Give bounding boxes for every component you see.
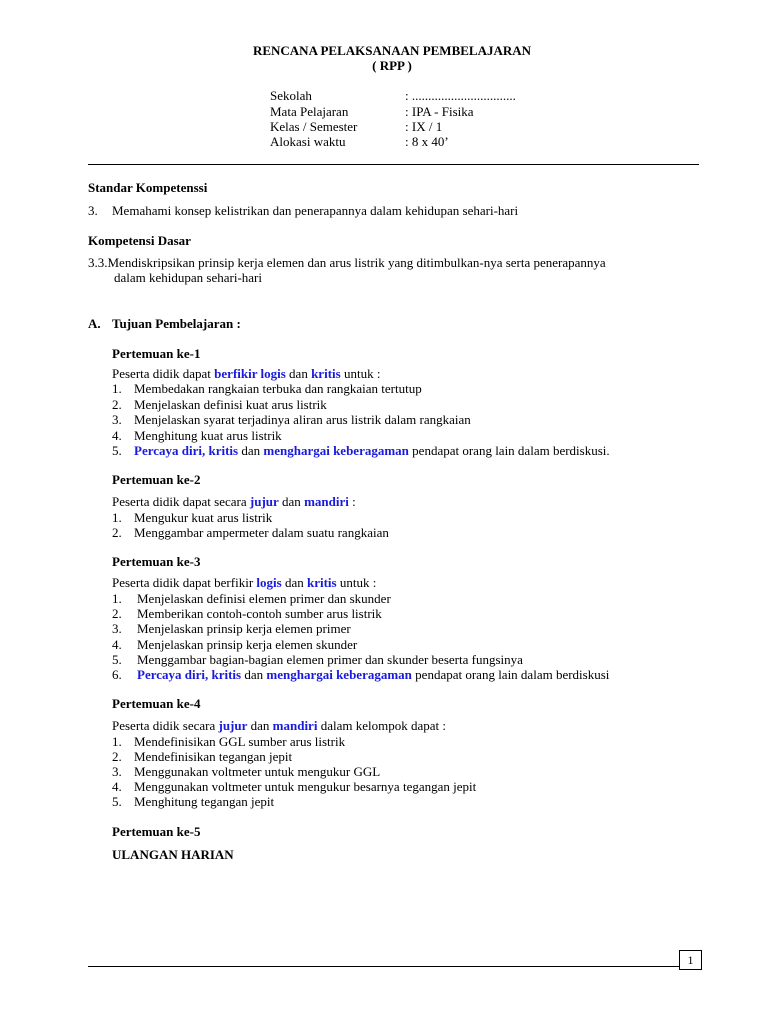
identity-label: Mata Pelajaran — [270, 104, 349, 119]
list-item: 1. Mengukur kuat arus listrik — [112, 510, 273, 525]
identity-value: : IPA - Fisika — [405, 104, 474, 119]
list-item: 3. Menjelaskan syarat terjadinya aliran arus listrik dalam rangkaian — [112, 412, 471, 427]
footer-divider — [88, 966, 679, 967]
standar-heading: Standar Kompetenssi — [88, 180, 208, 195]
list-item: 1. Membedakan rangkaian terbuka dan rangkaian tertutup — [112, 381, 422, 396]
header-divider — [88, 164, 699, 165]
document-title: RENCANA PELAKSANAAN PEMBELAJARAN — [252, 43, 532, 58]
meeting-heading: Pertemuan ke-3 — [112, 554, 201, 569]
list-item: 1. Menjelaskan definisi elemen primer dan skunder — [112, 591, 391, 606]
identity-value: : 8 x 40’ — [405, 134, 449, 149]
meeting-intro: Peserta didik dapat berfikir logis dan kritis untuk : — [112, 366, 381, 381]
identity-label: Sekolah — [270, 88, 312, 103]
tujuan-heading: Tujuan Pembelajaran : — [112, 316, 241, 331]
list-item: 5. Menggambar bagian-bagian elemen primer dan skunder beserta fungsinya — [112, 652, 523, 667]
meeting-heading: Pertemuan ke-4 — [112, 696, 201, 711]
meeting-heading: Pertemuan ke-2 — [112, 472, 201, 487]
list-item: 3. Menjelaskan prinsip kerja elemen primer — [112, 621, 351, 636]
meeting-intro: Peserta didik dapat secara jujur dan mandiri : — [112, 494, 356, 509]
document-subtitle: ( RPP ) — [372, 58, 412, 73]
list-item: 6. Percaya diri, kritis dan menghargai keberagaman pendapat orang lain dalam berdiskusi — [112, 667, 610, 682]
identity-value: : IX / 1 — [405, 119, 443, 134]
meeting-intro: Peserta didik dapat berfikir logis dan kritis untuk : — [112, 575, 377, 590]
meeting-intro: Peserta didik secara jujur dan mandiri dalam kelompok dapat : — [112, 718, 446, 733]
list-item: 4. Menggunakan voltmeter untuk mengukur besarnya tegangan jepit — [112, 779, 477, 794]
standar-text: Memahami konsep kelistrikan dan penerapannya dalam kehidupan sehari-hari — [112, 203, 519, 218]
standar-number: 3. — [88, 203, 98, 218]
kompetensi-text-line1: 3.3.Mendiskripsikan prinsip kerja elemen dan arus listrik yang ditimbulkan-nya serta penerapannya — [88, 255, 606, 270]
meeting-heading: Pertemuan ke-5 — [112, 824, 201, 839]
list-item: 4. Menjelaskan prinsip kerja elemen skunder — [112, 637, 358, 652]
list-item: 2. Menggambar ampermeter dalam suatu rangkaian — [112, 525, 389, 540]
page-number: 1 — [679, 950, 702, 970]
list-item: 2. Menjelaskan definisi kuat arus listrik — [112, 397, 327, 412]
section-letter: A. — [88, 316, 101, 331]
meeting-heading: Pertemuan ke-1 — [112, 346, 201, 361]
kompetensi-text-line2: dalam kehidupan sehari-hari — [114, 270, 262, 285]
identity-label: Kelas / Semester — [270, 119, 358, 134]
identity-label: Alokasi waktu — [270, 134, 346, 149]
list-item: 5. Menghitung tegangan jepit — [112, 794, 275, 809]
list-item: 3. Menggunakan voltmeter untuk mengukur GGL — [112, 764, 381, 779]
kompetensi-heading: Kompetensi Dasar — [88, 233, 191, 248]
identity-value: : ................................ — [405, 88, 516, 103]
list-item: 2. Mendefinisikan tegangan jepit — [112, 749, 293, 764]
list-item: 5. Percaya diri, kritis dan menghargai keberagaman pendapat orang lain dalam berdiskusi. — [112, 443, 610, 458]
list-item: 1. Mendefinisikan GGL sumber arus listrik — [112, 734, 346, 749]
list-item: 2. Memberikan contoh-contoh sumber arus listrik — [112, 606, 382, 621]
ulangan-harian: ULANGAN HARIAN — [112, 847, 234, 862]
list-item: 4. Menghitung kuat arus listrik — [112, 428, 282, 443]
